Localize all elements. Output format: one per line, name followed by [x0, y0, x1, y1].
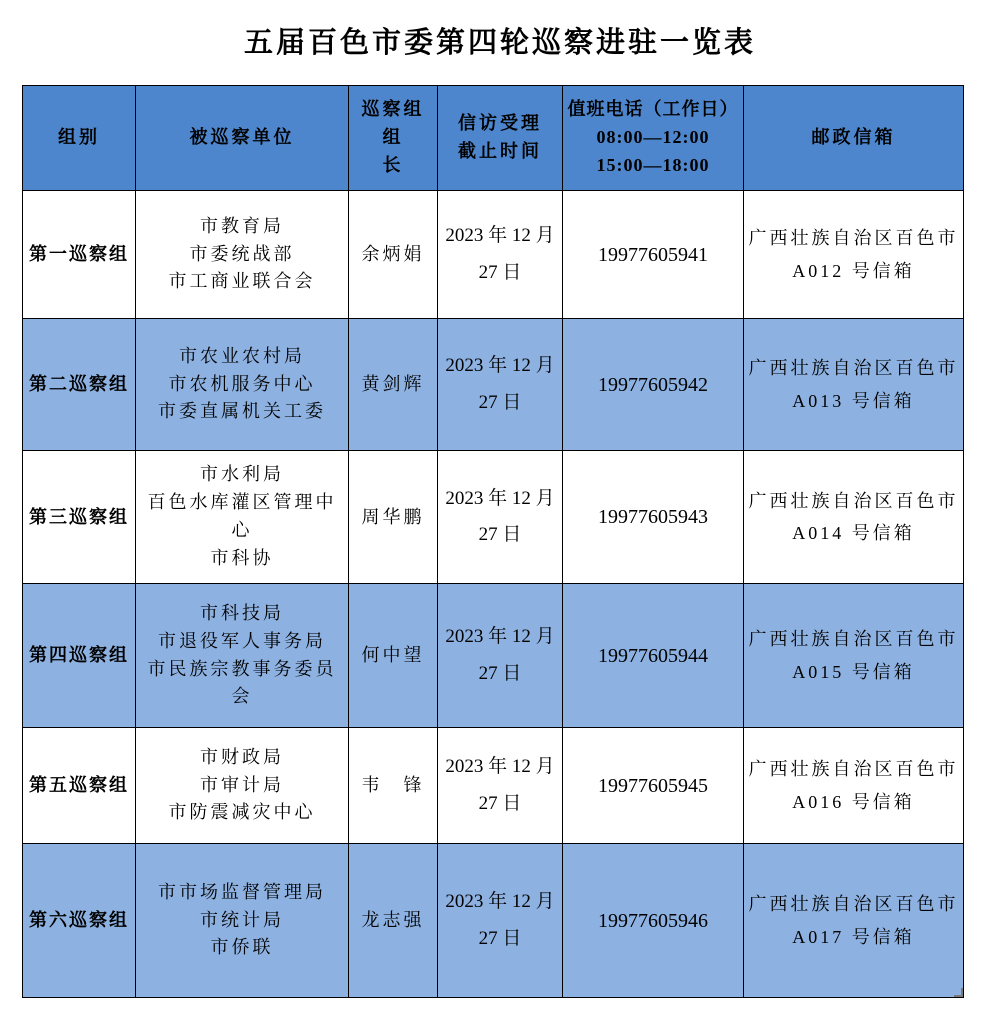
cell-deadline: 2023 年 12 月 27 日 — [438, 584, 563, 728]
cell-deadline: 2023 年 12 月 27 日 — [438, 728, 563, 844]
cell-leader: 余炳娟 — [349, 191, 438, 319]
cell-leader: 周华鹏 — [349, 451, 438, 584]
cell-group: 第二巡察组 — [23, 319, 136, 451]
text-line: 市侨联 — [210, 937, 274, 958]
table-body — [23, 191, 964, 998]
col-header-phone — [563, 86, 744, 191]
cell-units — [136, 451, 349, 584]
cell-mailbox: 广西壮族自治区百色市 A012 号信箱 — [744, 191, 964, 319]
text-line: 市教育局 — [200, 215, 284, 236]
cell-mailbox: 广西壮族自治区百色市 A016 号信箱 — [744, 728, 964, 844]
cell-units — [136, 728, 349, 844]
text-line: 截止时间 — [458, 141, 542, 161]
text-line: 市科协 — [210, 547, 274, 568]
table-row — [23, 844, 964, 998]
cell-group: 第三巡察组 — [23, 451, 136, 584]
inspection-roster-table — [22, 85, 964, 998]
cell-phone: 19977605945 — [563, 728, 744, 844]
cell-mailbox: 广西壮族自治区百色市 A015 号信箱 — [744, 584, 964, 728]
table-row — [23, 319, 964, 451]
text-line: 百色水库灌区管理中心 — [147, 492, 337, 540]
cell-units — [136, 584, 349, 728]
text-line: 市民族宗教事务委员会 — [147, 658, 337, 707]
text-line: 市农业农村局 — [179, 345, 305, 366]
table-row — [23, 191, 964, 319]
text-line: 市工商业联合会 — [168, 271, 316, 292]
cell-units — [136, 319, 349, 451]
text-line: 08:00—12:00 — [596, 127, 710, 148]
cell-deadline: 2023 年 12 月 27 日 — [438, 451, 563, 584]
text-line: 市委统战部 — [189, 243, 295, 264]
text-line: 值班电话（工作日） — [567, 99, 739, 120]
cell-units — [136, 191, 349, 319]
cell-deadline: 2023 年 12 月 27 日 — [438, 191, 563, 319]
text-line: 市农机服务中心 — [168, 373, 316, 394]
cell-deadline: 2023 年 12 月 27 日 — [438, 844, 563, 998]
text-line: 市退役军人事务局 — [158, 630, 326, 651]
table-row — [23, 584, 964, 728]
cell-phone: 19977605943 — [563, 451, 744, 584]
cell-phone: 19977605942 — [563, 319, 744, 451]
col-header-group — [23, 86, 136, 191]
text-line: 市审计局 — [200, 774, 284, 795]
col-header-mailbox — [744, 86, 964, 191]
cell-group: 第六巡察组 — [23, 844, 136, 998]
col-header-units — [136, 86, 349, 191]
cell-mailbox: 广西壮族自治区百色市 A017 号信箱 — [744, 844, 964, 998]
text-line: 邮政信箱 — [811, 127, 896, 148]
text-line: 市防震减灾中心 — [168, 802, 316, 823]
text-line: 市水利局 — [200, 464, 284, 485]
col-header-leader — [349, 86, 438, 191]
text-line: 市市场监督管理局 — [158, 881, 326, 902]
table-row — [23, 451, 964, 584]
cell-leader: 龙志强 — [349, 844, 438, 998]
cell-leader: 何中望 — [349, 584, 438, 728]
cell-mailbox: 广西壮族自治区百色市 A013 号信箱 — [744, 319, 964, 451]
text-line: 组别 — [58, 127, 100, 148]
cell-mailbox: 广西壮族自治区百色市 A014 号信箱 — [744, 451, 964, 584]
text-line: 巡察组组 — [361, 99, 425, 148]
table-row — [23, 728, 964, 844]
text-line: 市财政局 — [200, 746, 284, 767]
col-header-deadline — [438, 86, 563, 191]
cell-leader: 韦 锋 — [349, 728, 438, 844]
cell-leader: 黄剑辉 — [349, 319, 438, 451]
cell-group: 第四巡察组 — [23, 584, 136, 728]
cell-units — [136, 844, 349, 998]
text-line: 市委直属机关工委 — [158, 401, 326, 422]
text-line: 长 — [382, 154, 404, 175]
text-line: 信访受理 — [458, 113, 542, 134]
text-line: 市统计局 — [200, 909, 284, 930]
table-header-row — [23, 86, 964, 191]
text-line: 市科技局 — [200, 602, 284, 623]
page-title: 五届百色市委第四轮巡察进驻一览表 — [243, 27, 756, 59]
cell-phone: 19977605941 — [563, 191, 744, 319]
cell-group: 第一巡察组 — [23, 191, 136, 319]
cell-deadline: 2023 年 12 月 27 日 — [438, 319, 563, 451]
text-line: 被巡察单位 — [189, 127, 295, 148]
text-line: 15:00—18:00 — [596, 154, 710, 175]
table-resize-handle[interactable] — [954, 988, 963, 997]
cell-phone: 19977605946 — [563, 844, 744, 998]
cell-phone: 19977605944 — [563, 584, 744, 728]
cell-group: 第五巡察组 — [23, 728, 136, 844]
